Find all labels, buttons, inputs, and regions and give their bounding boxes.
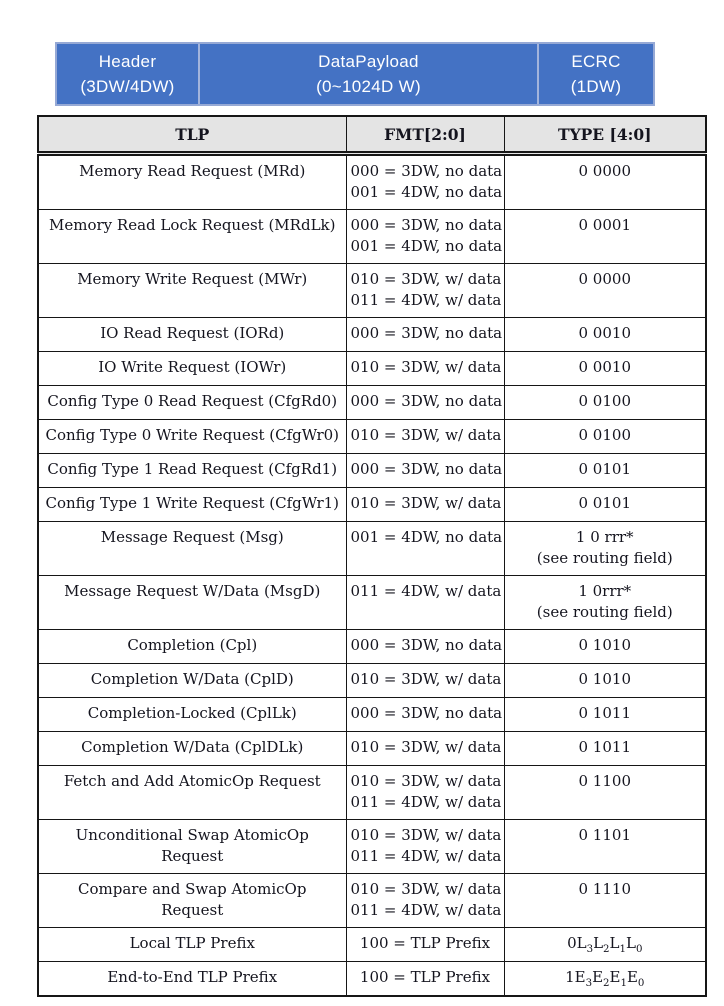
tlp-cell — [38, 630, 346, 664]
cell-line: 0 0100 — [578, 426, 631, 444]
cell-line: Message Request (Msg) — [100, 528, 284, 546]
table-row — [38, 928, 706, 962]
packet-segment-header — [57, 44, 198, 104]
table-row — [38, 630, 706, 664]
table-body — [38, 154, 706, 997]
cell-line: IO Write Request (IOWr) — [98, 358, 287, 376]
type-cell — [504, 962, 706, 997]
type-cell — [504, 928, 706, 962]
table-row — [38, 732, 706, 766]
cell-line: 0 1101 — [578, 826, 631, 844]
table-row — [38, 874, 706, 928]
type-cell — [504, 318, 706, 352]
fmt-cell — [346, 522, 504, 576]
table-row — [38, 766, 706, 820]
tlp-cell — [38, 318, 346, 352]
cell-line: 100 = TLP Prefix — [359, 968, 491, 986]
fmt-cell — [346, 488, 504, 522]
fmt-cell — [346, 210, 504, 264]
type-cell — [504, 420, 706, 454]
segment-label-line2: (1DW) — [570, 77, 622, 96]
cell-line: 010 = 3DW, w/ data — [350, 358, 502, 376]
cell-line: 0 0010 — [578, 324, 631, 342]
tlp-cell — [38, 386, 346, 420]
tlp-cell — [38, 698, 346, 732]
table-row — [38, 820, 706, 874]
fmt-cell — [346, 454, 504, 488]
type-cell — [504, 488, 706, 522]
cell-line: 0 1010 — [578, 670, 631, 688]
cell-line: Local TLP Prefix — [129, 934, 255, 952]
table-row — [38, 698, 706, 732]
cell-line: $0L_3L_2L_1L_0$ — [567, 934, 643, 955]
table-row — [38, 522, 706, 576]
cell-line: Compare and Swap AtomicOp — [78, 880, 307, 898]
fmt-cell — [346, 576, 504, 630]
packet-segment-datapayload — [198, 44, 537, 104]
cell-line: 000 = 3DW, no data — [350, 636, 503, 654]
cell-line: Config Type 1 Read Request (CfgRd1) — [47, 460, 338, 478]
fmt-cell — [346, 420, 504, 454]
cell-line: 010 = 3DW, w/ data — [350, 494, 502, 512]
cell-line: 0 0000 — [578, 270, 631, 288]
cell-line: 0 0000 — [578, 162, 631, 180]
tlp-table — [37, 115, 707, 997]
cell-line: Config Type 1 Write Request (CfgWr1) — [45, 494, 340, 512]
cell-line: Completion W/Data (CplD) — [90, 670, 294, 688]
cell-line: 011 = 4DW, w/ data — [350, 291, 502, 309]
tlp-cell — [38, 264, 346, 318]
packet-segment-ecrc — [537, 44, 653, 104]
packet-structure-bar — [55, 42, 655, 106]
cell-line: Fetch and Add AtomicOp Request — [63, 772, 321, 790]
fmt-cell — [346, 698, 504, 732]
tlp-cell — [38, 820, 346, 874]
tlp-cell — [38, 210, 346, 264]
type-cell — [504, 820, 706, 874]
cell-line: 0 1110 — [578, 880, 631, 898]
cell-line: Completion W/Data (CplDLk) — [81, 738, 304, 756]
tlp-cell — [38, 576, 346, 630]
cell-line: 000 = 3DW, no data — [350, 324, 503, 342]
cell-line: Memory Write Request (MWr) — [77, 270, 308, 288]
cell-line: 010 = 3DW, w/ data — [350, 772, 502, 790]
type-cell — [504, 732, 706, 766]
fmt-cell — [346, 630, 504, 664]
fmt-cell — [346, 820, 504, 874]
tlp-cell — [38, 488, 346, 522]
fmt-cell — [346, 874, 504, 928]
col-header-fmt: FMT[2:0] — [346, 116, 504, 154]
cell-line: 001 = 4DW, no data — [350, 237, 503, 255]
fmt-cell — [346, 928, 504, 962]
table-row — [38, 454, 706, 488]
cell-line: $1E_3E_2E_1E_0$ — [565, 968, 645, 989]
fmt-cell — [346, 318, 504, 352]
table-row — [38, 664, 706, 698]
type-cell — [504, 264, 706, 318]
cell-line: Config Type 0 Write Request (CfgWr0) — [45, 426, 340, 444]
fmt-cell — [346, 962, 504, 997]
fmt-cell — [346, 732, 504, 766]
tlp-cell — [38, 154, 346, 210]
cell-line: Completion-Locked (CplLk) — [87, 704, 297, 722]
cell-line: 000 = 3DW, no data — [350, 216, 503, 234]
cell-line: IO Read Request (IORd) — [100, 324, 285, 342]
cell-line: Unconditional Swap AtomicOp — [75, 826, 309, 844]
type-cell — [504, 664, 706, 698]
cell-line: 1 0 rrr* — [575, 528, 634, 546]
table-row — [38, 154, 706, 210]
cell-line: 0 0100 — [578, 392, 631, 410]
fmt-cell — [346, 766, 504, 820]
fmt-cell — [346, 352, 504, 386]
tlp-cell — [38, 928, 346, 962]
table-row — [38, 352, 706, 386]
type-cell — [504, 386, 706, 420]
table-row — [38, 386, 706, 420]
cell-line: 010 = 3DW, w/ data — [350, 426, 502, 444]
table-row — [38, 318, 706, 352]
table-row — [38, 264, 706, 318]
col-header-tlp: TLP — [38, 116, 346, 154]
cell-line: 0 1011 — [578, 738, 631, 756]
table-row — [38, 210, 706, 264]
tlp-cell — [38, 420, 346, 454]
cell-line: Request — [161, 901, 224, 919]
fmt-cell — [346, 386, 504, 420]
tlp-cell — [38, 522, 346, 576]
cell-line: 000 = 3DW, no data — [350, 162, 503, 180]
cell-line: 011 = 4DW, w/ data — [350, 582, 502, 600]
fmt-cell — [346, 154, 504, 210]
cell-line: 0 1100 — [578, 772, 631, 790]
cell-line: 010 = 3DW, w/ data — [350, 670, 502, 688]
type-cell — [504, 766, 706, 820]
tlp-cell — [38, 962, 346, 997]
cell-line: 0 0101 — [578, 460, 631, 478]
segment-label-line1: DataPayload — [318, 52, 419, 71]
cell-line: 000 = 3DW, no data — [350, 392, 503, 410]
cell-line: 011 = 4DW, w/ data — [350, 901, 502, 919]
cell-line: 010 = 3DW, w/ data — [350, 270, 502, 288]
cell-line: 010 = 3DW, w/ data — [350, 880, 502, 898]
cell-line: 001 = 4DW, no data — [350, 528, 503, 546]
cell-line: 0 0001 — [578, 216, 631, 234]
type-cell — [504, 352, 706, 386]
cell-line: Request — [161, 847, 224, 865]
cell-line: Memory Read Request (MRd) — [79, 162, 306, 180]
cell-line: 000 = 3DW, no data — [350, 460, 503, 478]
cell-line: (see routing field) — [536, 549, 673, 567]
cell-line: (see routing field) — [536, 603, 673, 621]
cell-line: 000 = 3DW, no data — [350, 704, 503, 722]
col-header-type: TYPE [4:0] — [504, 116, 706, 154]
tlp-cell — [38, 352, 346, 386]
segment-label-line1: ECRC — [571, 52, 621, 71]
cell-line: 1 0rrr* — [578, 582, 632, 600]
type-cell — [504, 154, 706, 210]
type-cell — [504, 522, 706, 576]
fmt-cell — [346, 264, 504, 318]
cell-line: Config Type 0 Read Request (CfgRd0) — [47, 392, 338, 410]
cell-line: 0 1010 — [578, 636, 631, 654]
cell-line: 011 = 4DW, w/ data — [350, 793, 502, 811]
type-cell — [504, 874, 706, 928]
cell-line: 0 0010 — [578, 358, 631, 376]
type-cell — [504, 576, 706, 630]
cell-line: 010 = 3DW, w/ data — [350, 826, 502, 844]
cell-line: Completion (Cpl) — [127, 636, 258, 654]
table-row — [38, 488, 706, 522]
tlp-cell — [38, 454, 346, 488]
type-cell — [504, 630, 706, 664]
cell-line: 0 1011 — [578, 704, 631, 722]
segment-label-line2: (0~1024D W) — [316, 77, 421, 96]
table-row — [38, 420, 706, 454]
segment-label-line2: (3DW/4DW) — [80, 77, 175, 96]
tlp-cell — [38, 732, 346, 766]
type-cell — [504, 454, 706, 488]
tlp-cell — [38, 766, 346, 820]
table-header-row — [38, 116, 706, 154]
fmt-cell — [346, 664, 504, 698]
tlp-cell — [38, 664, 346, 698]
segment-label-line1: Header — [98, 52, 157, 71]
cell-line: End-to-End TLP Prefix — [107, 968, 278, 986]
table-row — [38, 576, 706, 630]
type-cell — [504, 698, 706, 732]
cell-line: 001 = 4DW, no data — [350, 183, 503, 201]
type-cell — [504, 210, 706, 264]
cell-line: Message Request W/Data (MsgD) — [64, 582, 321, 600]
table-row — [38, 962, 706, 997]
cell-line: 010 = 3DW, w/ data — [350, 738, 502, 756]
cell-line: Memory Read Lock Request (MRdLk) — [49, 216, 336, 234]
cell-line: 011 = 4DW, w/ data — [350, 847, 502, 865]
tlp-cell — [38, 874, 346, 928]
cell-line: 100 = TLP Prefix — [359, 934, 491, 952]
cell-line: 0 0101 — [578, 494, 631, 512]
